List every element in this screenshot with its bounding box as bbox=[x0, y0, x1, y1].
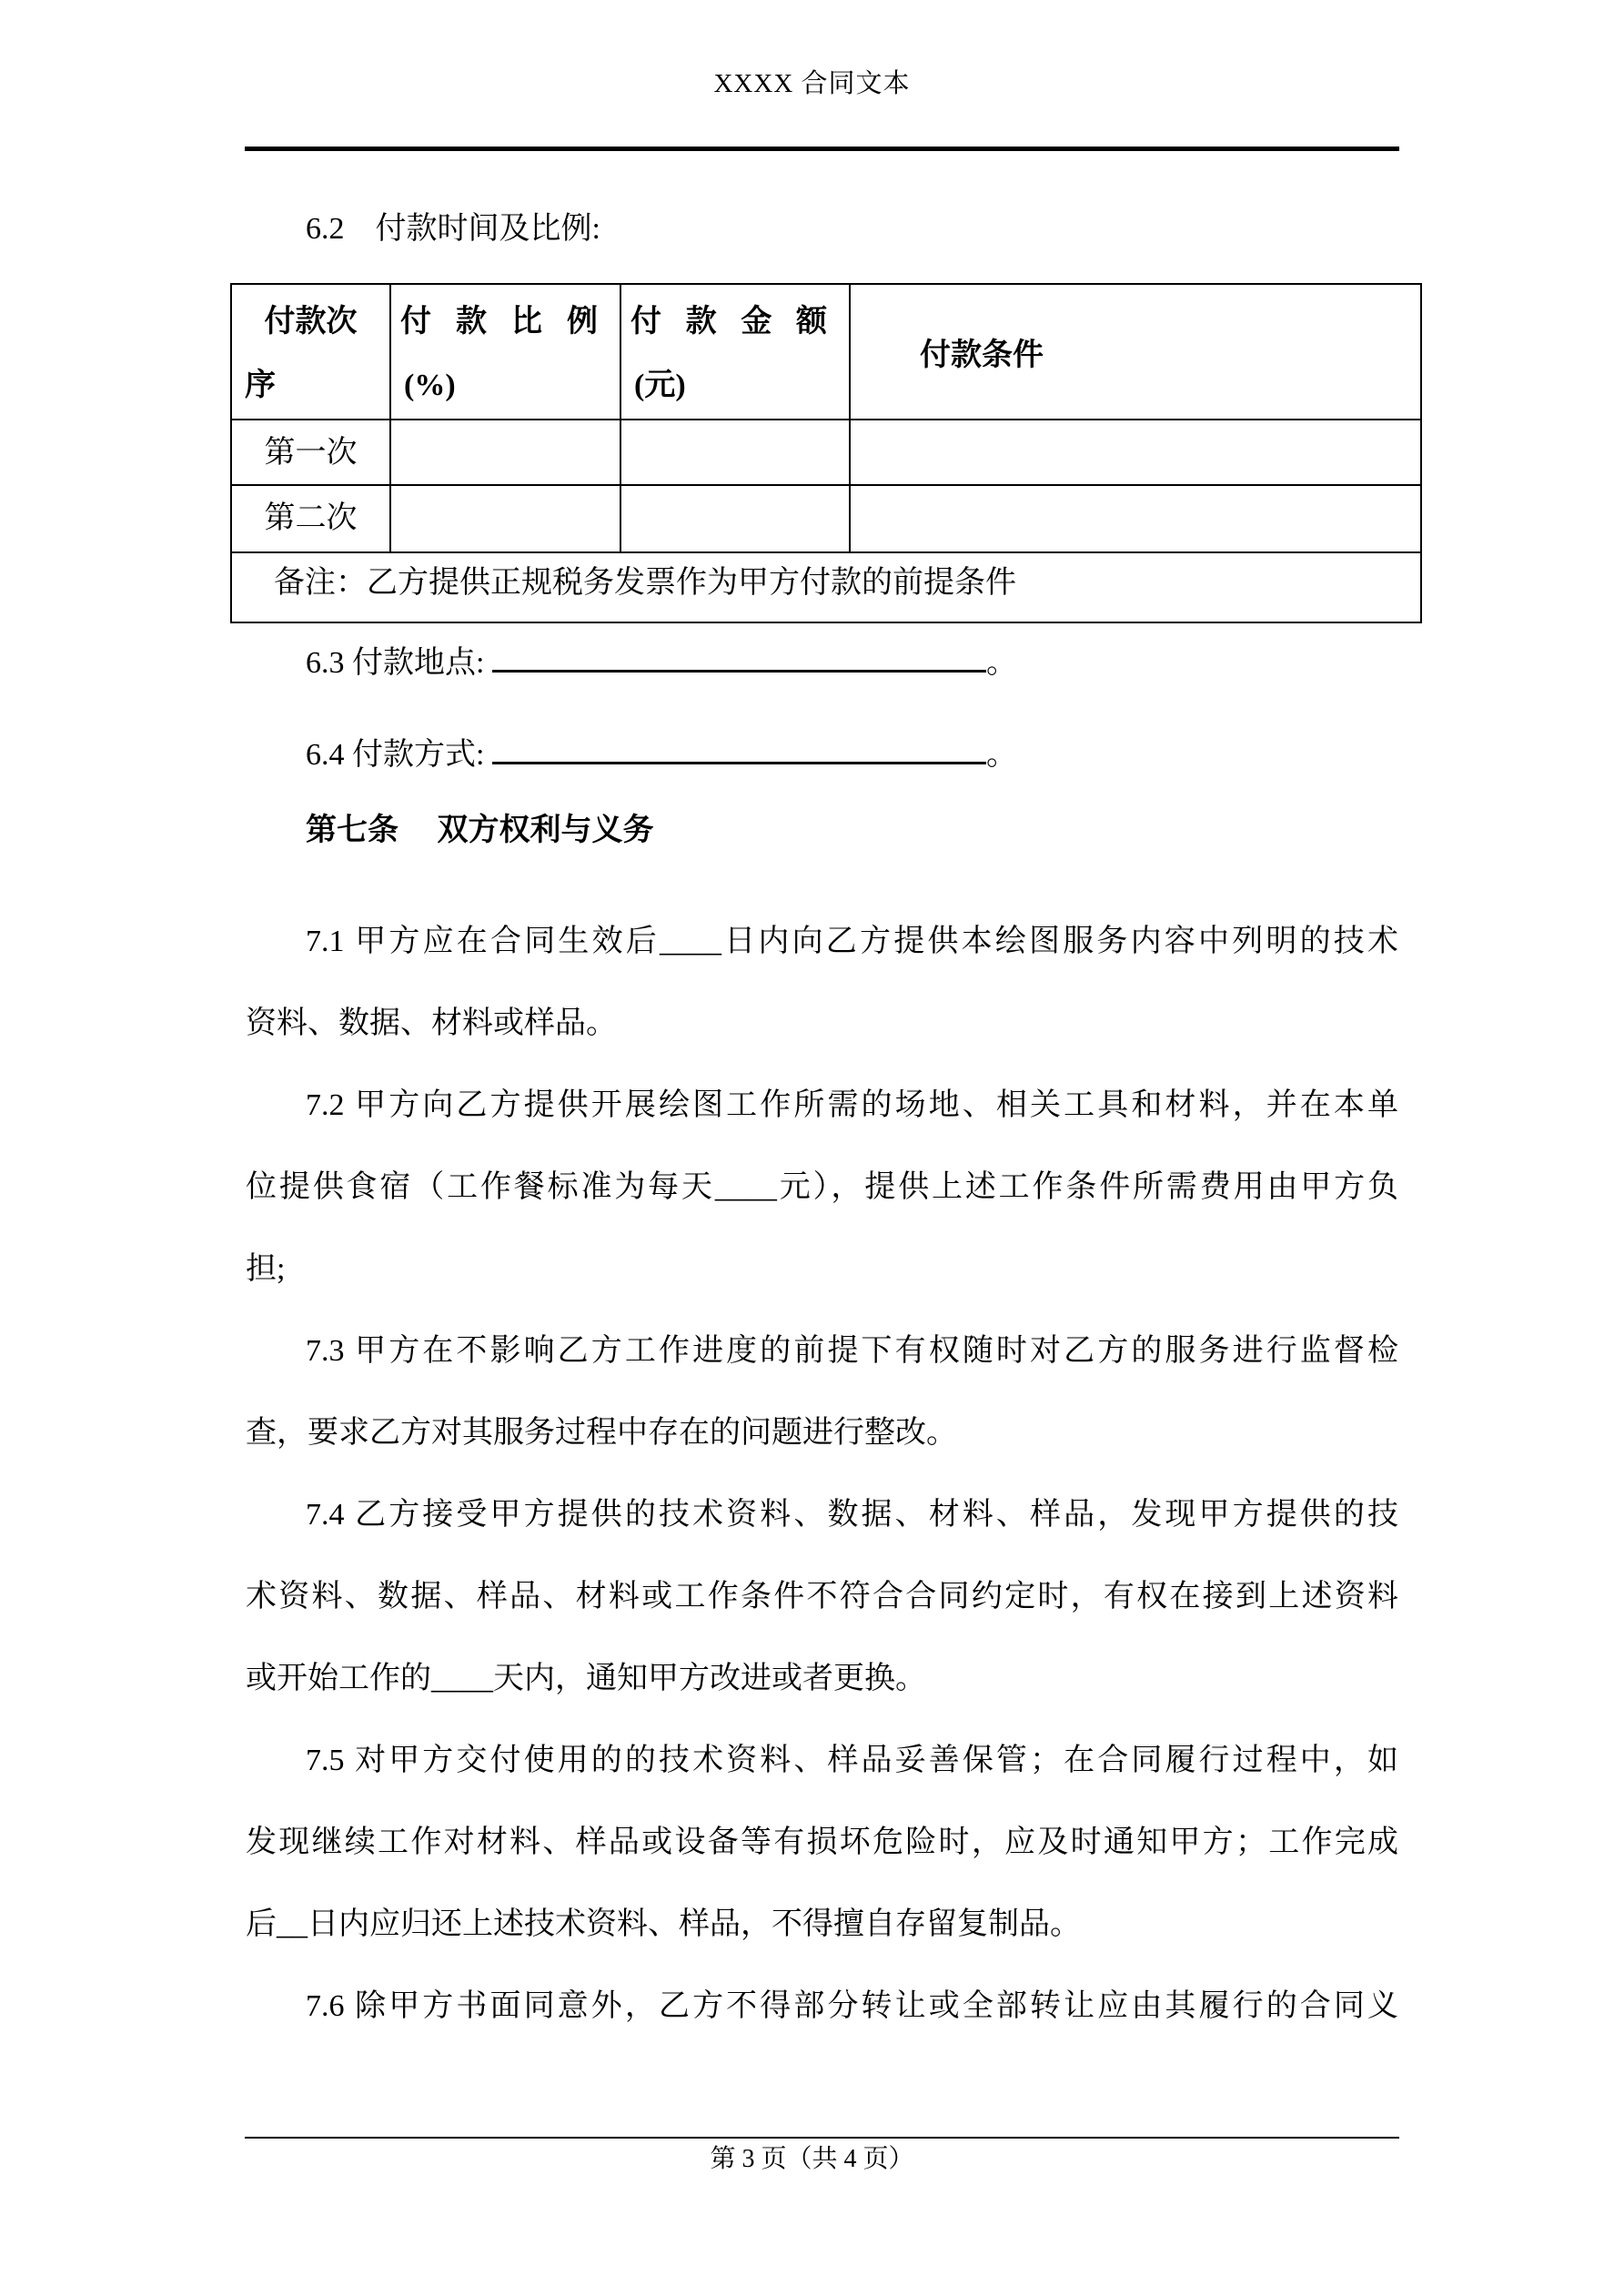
body-text-line: 7.6 除甲方书面同意外，乙方不得部分转让或全部转让应由其履行的合同义 bbox=[306, 1989, 1398, 2023]
cell-first-payment-amount bbox=[620, 420, 850, 485]
cell-first-payment-label bbox=[231, 420, 390, 485]
header-cell-payment-condition bbox=[850, 284, 1421, 420]
second-payment-label: 第二次 bbox=[264, 501, 358, 535]
body-text-line: 或开始工作的____天内，通知甲方改进或者更换。 bbox=[246, 1662, 926, 1695]
cell-second-payment-label bbox=[231, 485, 390, 552]
header-cell-payment-amount bbox=[620, 284, 850, 420]
table-note-row bbox=[231, 552, 1421, 622]
header-payment-ratio-line1: 付款比例 bbox=[400, 305, 598, 339]
body-text-line: 7.4 乙方接受甲方提供的技术资料、数据、材料、样品，发现甲方提供的技 bbox=[306, 1498, 1398, 1532]
first-payment-label: 第一次 bbox=[264, 436, 358, 470]
header-payment-ratio-line2: (%) bbox=[404, 369, 456, 402]
header-payment-amount-line2: (元) bbox=[634, 369, 686, 402]
body-text-line: 位提供食宿（工作餐标准为每天____元），提供上述工作条件所需费用由甲方负 bbox=[246, 1170, 1398, 1204]
clause-6-4-line bbox=[306, 714, 1458, 796]
header-payment-order-line1: 付款次 bbox=[264, 305, 358, 339]
cell-first-payment-condition bbox=[850, 420, 1421, 485]
payment-place-blank bbox=[492, 639, 986, 673]
payment-method-blank bbox=[492, 731, 986, 764]
article-7-heading: 第七条 双方权利与义务 bbox=[306, 814, 654, 847]
table-note-cell: 备注：乙方提供正规税务发票作为甲方付款的前提条件 bbox=[231, 552, 1421, 622]
page-number-footer: 第 3 页（共 4 页） bbox=[710, 2145, 914, 2173]
cell-first-payment-ratio bbox=[390, 420, 620, 485]
table-header-row bbox=[231, 284, 1421, 420]
body-text-line: 担; bbox=[246, 1252, 286, 1286]
clause-6-2-heading: 6.2 付款时间及比例: bbox=[306, 212, 600, 246]
body-text-line: 查，要求乙方对其服务过程中存在的问题进行整改。 bbox=[246, 1416, 957, 1450]
body-text-line: 7.3 甲方在不影响乙方工作进度的前提下有权随时对乙方的服务进行监督检 bbox=[306, 1334, 1398, 1368]
cell-second-payment-amount bbox=[620, 485, 850, 552]
header-rule bbox=[245, 147, 1399, 151]
header-payment-order-line2: 序 bbox=[245, 369, 276, 402]
clause-6-4-period: 。 bbox=[985, 738, 1017, 772]
body-text-line: 发现继续工作对材料、样品或设备等有损坏危险时，应及时通知甲方；工作完成 bbox=[246, 1826, 1398, 1859]
body-text-line: 7.1 甲方应在合同生效后____日内向乙方提供本绘图服务内容中列明的技术 bbox=[306, 925, 1398, 958]
clause-6-3-line bbox=[306, 622, 1458, 704]
clause-6-3-label: 6.3 付款地点: bbox=[306, 646, 492, 680]
body-text-line: 术资料、数据、样品、材料或工作条件不符合合同约定时，有权在接到上述资料 bbox=[246, 1580, 1398, 1613]
table-row-first-payment bbox=[231, 420, 1421, 485]
cell-second-payment-condition bbox=[850, 485, 1421, 552]
body-text-line: 7.2 甲方向乙方提供开展绘图工作所需的场地、相关工具和材料，并在本单 bbox=[306, 1088, 1398, 1122]
page-header-title: XXXX 合同文本 bbox=[713, 69, 911, 98]
header-payment-amount-line1: 付款金额 bbox=[630, 305, 827, 339]
header-cell-payment-ratio bbox=[390, 284, 620, 420]
clause-6-3-period: 。 bbox=[985, 646, 1017, 680]
body-text-line: 资料、数据、材料或样品。 bbox=[246, 1006, 617, 1040]
body-text-line: 后__日内应归还上述技术资料、样品，不得擅自存留复制品。 bbox=[246, 1907, 1081, 1941]
table-row-second-payment bbox=[231, 485, 1421, 552]
header-payment-condition-label: 付款条件 bbox=[920, 339, 1044, 372]
header-cell-payment-order bbox=[231, 284, 390, 420]
clause-6-4-label: 6.4 付款方式: bbox=[306, 738, 492, 772]
payment-schedule-table bbox=[230, 283, 1422, 623]
cell-second-payment-ratio bbox=[390, 485, 620, 552]
footer-rule bbox=[245, 2137, 1399, 2139]
body-text-line: 7.5 对甲方交付使用的的技术资料、样品妥善保管；在合同履行过程中，如 bbox=[306, 1744, 1398, 1777]
